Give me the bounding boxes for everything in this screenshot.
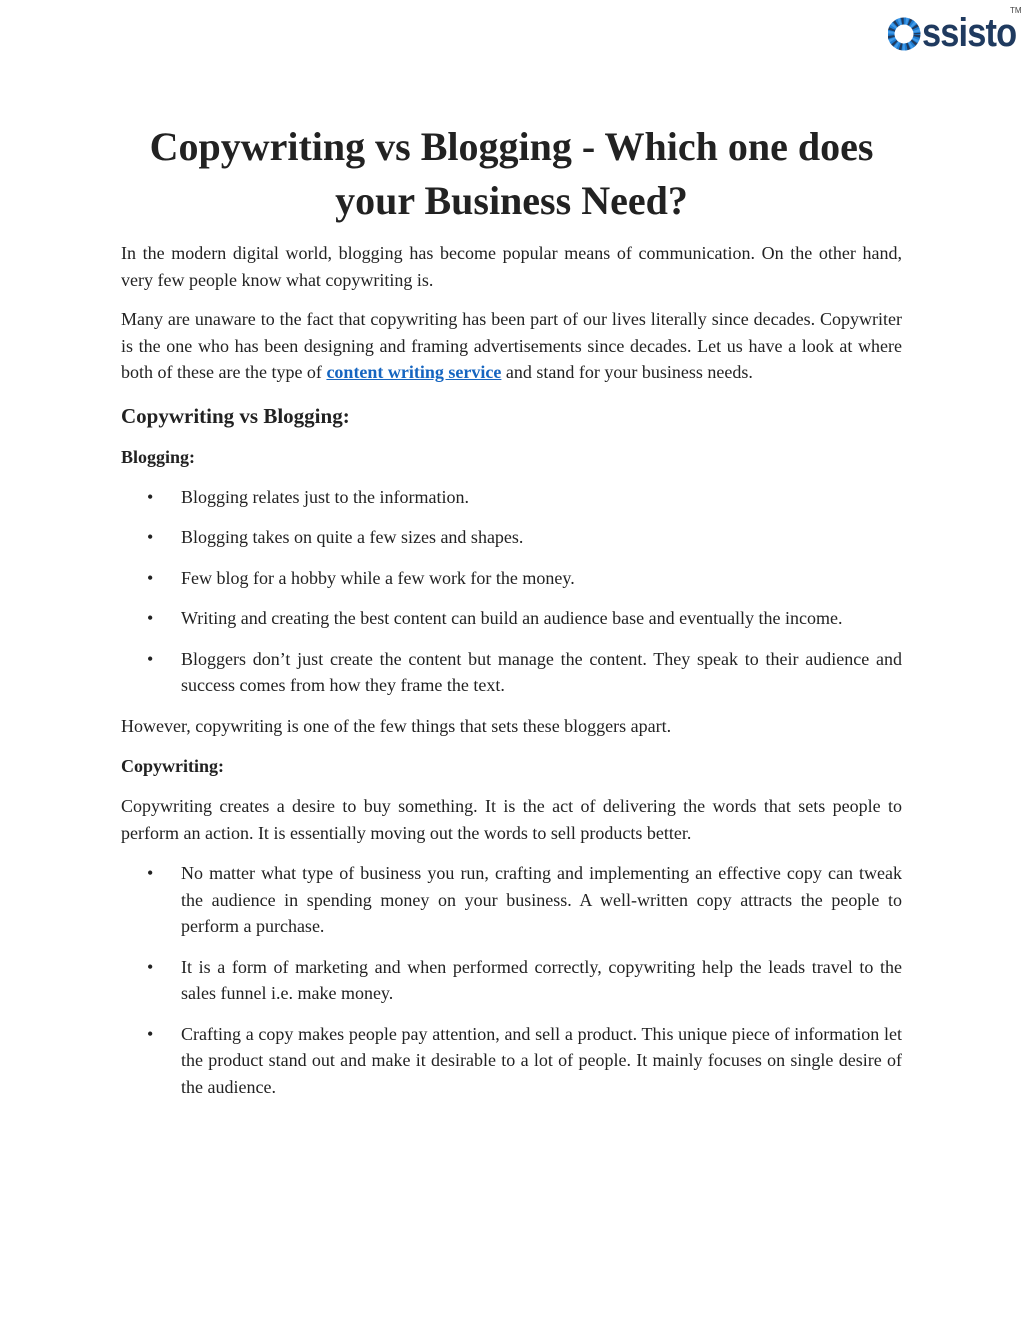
bullet-icon: •: [147, 648, 154, 669]
list-item: [121, 646, 902, 699]
list-item-text: Few blog for a hobby while a few work for the money.: [181, 567, 575, 588]
bullet-icon: •: [147, 567, 154, 588]
list-item: [121, 484, 902, 511]
list-item-text: It is a form of marketing and when performed correctly, copywriting help the leads travel to the sales funnel i.e. make money.: [181, 956, 902, 1003]
blogging-heading: Blogging:: [121, 446, 196, 467]
list-item: [121, 860, 902, 940]
ossisto-ring-icon: [888, 6, 922, 60]
context-text-end: and stand for your business needs.: [501, 362, 753, 382]
trademark-mark: TM: [1010, 6, 1022, 15]
logo-wordmark: ssisto: [922, 11, 1017, 55]
page-title: Copywriting vs Blogging - Which one does your Business Need?: [149, 124, 874, 223]
bullet-icon: •: [147, 486, 154, 507]
list-item: [121, 605, 902, 632]
list-item-text: Writing and creating the best content can build an audience base and eventually the income.: [181, 608, 843, 628]
document-body: [121, 120, 902, 1100]
list-item: [121, 1021, 902, 1101]
content-writing-service-link[interactable]: content writing service: [326, 362, 502, 382]
bullet-icon: •: [147, 608, 154, 628]
list-item-text: Blogging relates just to the information.: [181, 486, 469, 507]
list-item-text: Blogging takes on quite a few sizes and shapes.: [181, 527, 524, 547]
ossisto-logo[interactable]: [888, 6, 1022, 60]
bullet-icon: •: [147, 863, 154, 883]
bullet-icon: •: [147, 1023, 154, 1044]
context-paragraph: [121, 306, 902, 386]
copywriting-intro: Copywriting creates a desire to buy something. It is the act of delivering the words that sets people to perform an action. It is essentially moving out the words to sell products better.: [121, 796, 902, 843]
blogging-closing: However, copywriting is one of the few things that sets these bloggers apart.: [121, 715, 672, 736]
copywriting-heading: Copywriting:: [121, 756, 224, 776]
section-heading: Copywriting vs Blogging:: [121, 403, 350, 428]
context-text-start: Many are unaware to the fact that copywriting has been part of our lives literally since decades. Copywriter is the one who has been designing and framing advertisements since decades. Let us have a look at where both of these are the type of: [121, 309, 902, 382]
list-item: [121, 565, 902, 592]
list-item-text: No matter what type of business you run, crafting and implementing an effective copy can tweak the audience in spending money on your business. A well-written copy attracts the people to perform a purchase.: [181, 863, 902, 936]
bullet-icon: •: [147, 956, 154, 977]
list-item: [121, 524, 902, 551]
intro-paragraph: In the modern digital world, blogging has become popular means of communication. On the other hand, very few people know what copywriting is.: [121, 243, 902, 290]
list-item-text: Crafting a copy makes people pay attention, and sell a product. This unique piece of information let the product stand out and make it desirable to a lot of people. It mainly focuses on single desire of the audience.: [181, 1023, 902, 1097]
bullet-icon: •: [147, 527, 154, 547]
copywriting-list: [121, 860, 902, 1100]
list-item: [121, 954, 902, 1007]
blogging-list: [121, 484, 902, 699]
list-item-text: Bloggers don’t just create the content but manage the content. They speak to their audience and success comes from how they frame the text.: [181, 648, 902, 695]
